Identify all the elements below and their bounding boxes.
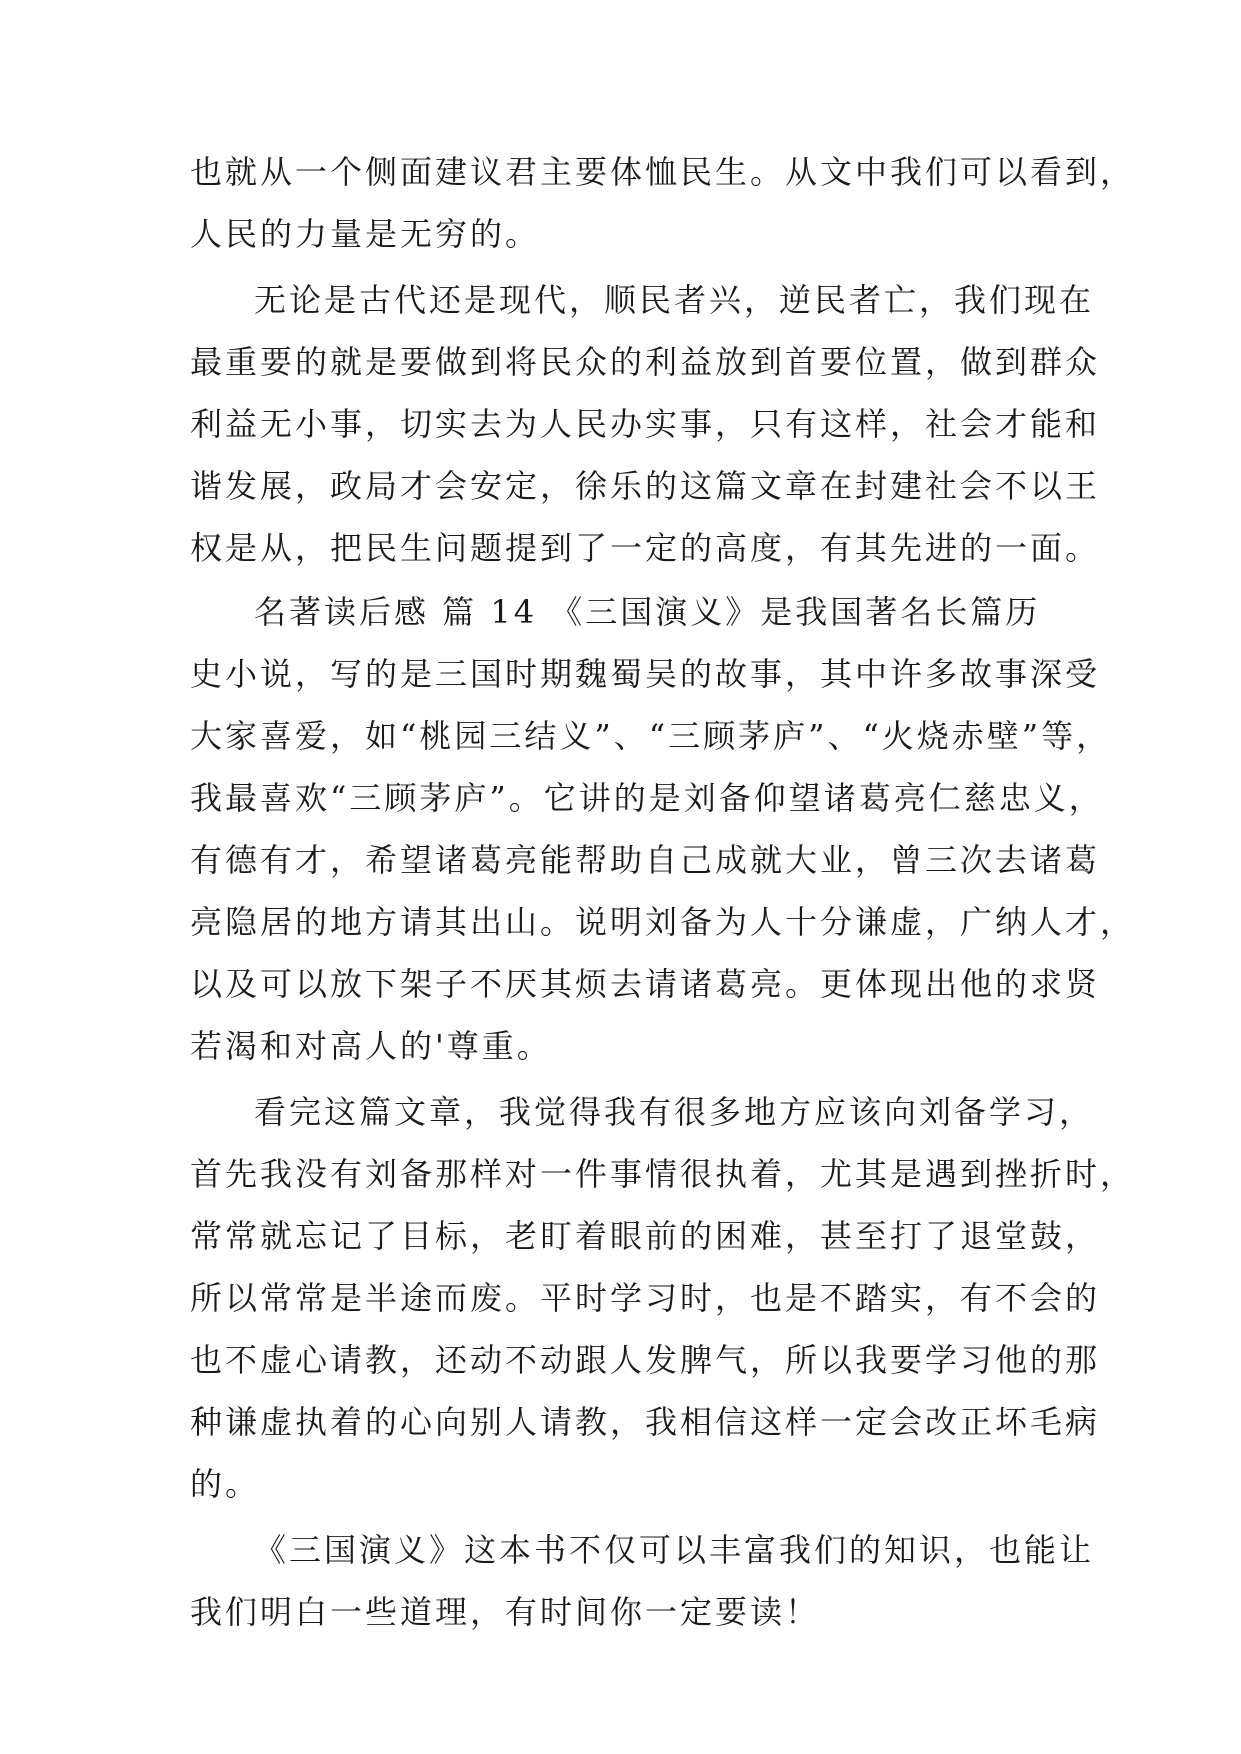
text-line: 谐发展，政局才会安定，徐乐的这篇文章在封建社会不以王 <box>190 467 1101 505</box>
text-line: 利益无小事，切实去为人民办实事，只有这样，社会才能和 <box>190 405 1101 443</box>
text-line: 史小说，写的是三国时期魏蜀吴的故事，其中许多故事深受 <box>190 655 1101 693</box>
text-line: 若渴和对高人的'尊重。 <box>190 1027 552 1065</box>
text-line: 我们明白一些道理，有时间你一定要读！ <box>190 1593 821 1631</box>
text-line: 大家喜爱，如“桃园三结义”、“三顾茅庐”、“火烧赤壁”等， <box>190 717 1112 755</box>
text-line: 所以常常是半途而废。平时学习时，也是不踏实，有不会的 <box>190 1279 1101 1317</box>
text-line: 亮隐居的地方请其出山。说明刘备为人十分谦虚，广纳人才， <box>190 903 1136 941</box>
section-heading-line: 名著读后感 篇 14 《三国演义》是我国著名长篇历 <box>254 593 1041 631</box>
paragraph-start-line: 看完这篇文章，我觉得我有很多地方应该向刘备学习， <box>254 1093 1095 1131</box>
paragraph-start-line: 无论是古代还是现代，顺民者兴，逆民者亡，我们现在 <box>254 281 1095 319</box>
text-line: 我最喜欢“三顾茅庐”。它讲的是刘备仰望诸葛亮仁慈忠义， <box>190 779 1104 817</box>
text-line: 人民的力量是无穷的。 <box>190 215 541 253</box>
text-line: 也就从一个侧面建议君主要体恤民生。从文中我们可以看到， <box>190 153 1136 191</box>
text-line: 最重要的就是要做到将民众的利益放到首要位置，做到群众 <box>190 343 1101 381</box>
text-line: 也不虚心请教，还动不动跟人发脾气，所以我要学习他的那 <box>190 1341 1101 1379</box>
text-line: 的。 <box>190 1465 261 1503</box>
text-line: 首先我没有刘备那样对一件事情很执着，尤其是遇到挫折时， <box>190 1155 1136 1193</box>
text-line: 有德有才，希望诸葛亮能帮助自己成就大业，曾三次去诸葛 <box>190 841 1101 879</box>
paragraph-start-line: 《三国演义》这本书不仅可以丰富我们的知识，也能让 <box>254 1531 1095 1569</box>
text-line: 种谦虚执着的心向别人请教，我相信这样一定会改正坏毛病 <box>190 1403 1101 1441</box>
text-line: 权是从，把民生问题提到了一定的高度，有其先进的一面。 <box>190 529 1101 567</box>
text-line: 常常就忘记了目标，老盯着眼前的困难，甚至打了退堂鼓， <box>190 1217 1101 1255</box>
text-line: 以及可以放下架子不厌其烦去请诸葛亮。更体现出他的求贤 <box>190 965 1101 1003</box>
